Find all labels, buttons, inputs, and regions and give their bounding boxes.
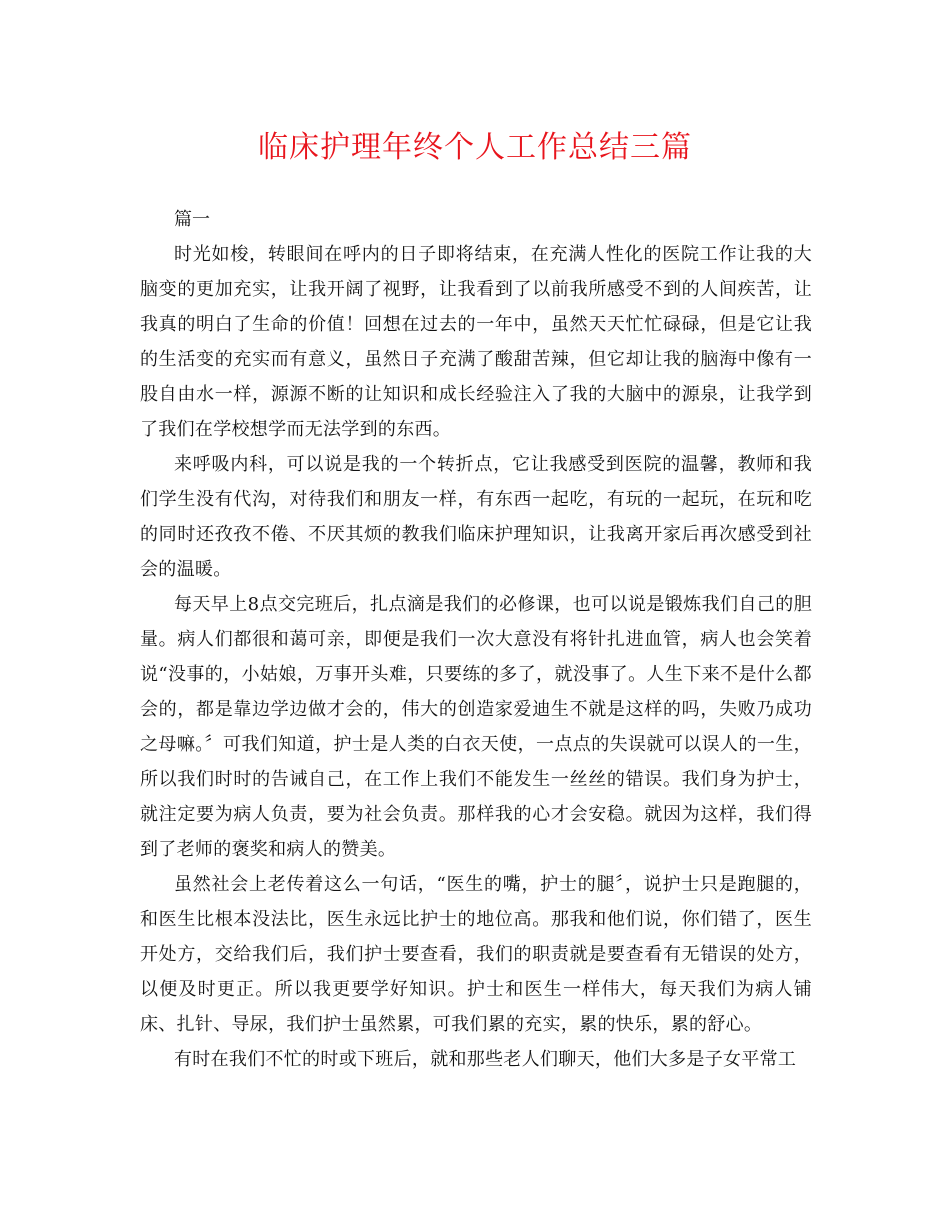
paragraph: 来呼吸内科，可以说是我的一个转折点，它让我感受到医院的温馨，教师和我们学生没有代沟，对待我们和朋友一样，有东西一起吃，有玩的一起玩，在玩和吃的同时还孜孜不倦、不厌其烦的教我们临床护理知识，让我离开家后再次感受到社会的温暖。 <box>140 454 812 580</box>
section-heading: 篇一 <box>174 209 210 230</box>
paragraph: 有时在我们不忙的时或下班后，就和那些老人们聊天，他们大多是子女平常工 <box>174 1049 797 1070</box>
paragraph: 时光如梭，转眼间在呼内的日子即将结束，在充满人性化的医院工作让我的大脑变的更加充实，让我开阔了视野，让我看到了以前我所感受不到的人间疾苦，让我真的明白了生命的价值！回想在过去的一年中，虽然天天忙忙碌碌，但是它让我的生活变的充实而有意义，虽然日子充满了酸甜苦辣，但它却让我的脑海中像有一股自由水一样，源源不断的让知识和成长经验注入了我的大脑中的源泉，让我学到了我们在学校想学而无法学到的东西。 <box>140 244 812 440</box>
paragraph: 每天早上8点交完班后，扎点滴是我们的必修课，也可以说是锻炼我们自己的胆量。病人们都很和蔼可亲，即便是我们一次大意没有将针扎进血管，病人也会笑着说“没事的，小姑娘，万事开头难，只要练的多了，就没事了。人生下来不是什么都会的，都是靠边学边做才会的，伟大的创造家爱迪生不就是这样的吗，失败乃成功之母嘛。〞可我们知道，护士是人类的白衣天使，一点点的失误就可以误人的一生，所以我们时时的告诫自己，在工作上我们不能发生一丝丝的错误。我们身为护士，就注定要为病人负责，要为社会负责。那样我的心才会安稳。就因为这样，我们得到了老师的褒奖和病人的赞美。 <box>140 594 812 860</box>
document-body <box>140 202 812 1077</box>
paragraph: 虽然社会上老传着这么一句话，“医生的嘴，护士的腿〞，说护士只是跑腿的，和医生比根本没法比，医生永远比护士的地位高。那我和他们说，你们错了，医生开处方，交给我们后，我们护士要查看，我们的职责就是要查看有无错误的处方，以便及时更正。所以我更要学好知识。护士和医生一样伟大，每天我们为病人铺床、扎针、导尿，我们护士虽然累，可我们累的充实，累的快乐，累的舒心。 <box>140 874 812 1035</box>
document-title: 临床护理年终个人工作总结三篇 <box>258 130 692 165</box>
